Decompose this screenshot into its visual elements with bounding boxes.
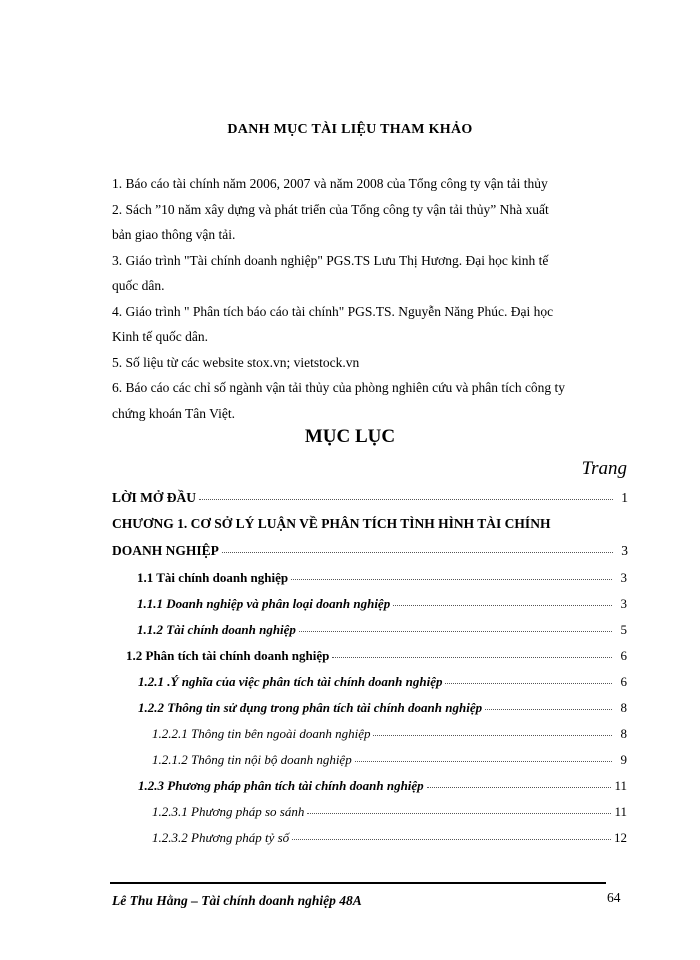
toc-entry[interactable] xyxy=(138,674,627,690)
reference-line: quốc dân. xyxy=(112,278,165,293)
dot-leader xyxy=(307,804,611,814)
toc-entry-label: 1.2.1 .Ý nghĩa của việc phân tích tài chính doanh nghiệp xyxy=(138,674,443,689)
toc-entry-page: 9 xyxy=(620,752,627,767)
toc-entry-label: 1.2.3 Phương pháp phân tích tài chính doanh nghiệp xyxy=(138,778,424,793)
reference-line: 4. Giáo trình " Phân tích báo cáo tài chính" PGS.TS. Nguyễn Năng Phúc. Đại học xyxy=(112,303,554,319)
dot-leader xyxy=(291,570,612,580)
toc-entry-page: 6 xyxy=(620,648,627,663)
toc-entry[interactable] xyxy=(152,804,627,820)
dot-leader xyxy=(355,752,612,762)
toc-chapter-1-heading[interactable] xyxy=(112,516,628,532)
dot-leader xyxy=(485,700,612,710)
toc-entry-page: 11 xyxy=(614,804,627,819)
toc-entry[interactable] xyxy=(137,622,627,638)
reference-line: 5. Số liệu từ các website stox.vn; vietstock.vn xyxy=(112,354,360,370)
reference-line: 6. Báo cáo các chỉ số ngành vận tải thủy của phòng nghiên cứu và phân tích công ty xyxy=(112,380,566,395)
toc-entry[interactable] xyxy=(137,596,627,612)
toc-entry-label: 1.1.1 Doanh nghiệp và phân loại doanh nghiệp xyxy=(137,596,391,611)
dot-leader xyxy=(292,830,611,840)
references-title: DANH MỤC TÀI LIỆU THAM KHẢO xyxy=(227,122,473,137)
toc-entry[interactable] xyxy=(152,752,627,768)
dot-leader xyxy=(222,543,613,553)
reference-line: Kinh tế quốc dân. xyxy=(112,329,208,344)
dot-leader xyxy=(393,596,612,606)
toc-entry[interactable] xyxy=(152,726,627,742)
toc-entry-label: 1.2.3.2 Phương pháp tỷ số xyxy=(152,830,290,845)
toc-entry-page: 5 xyxy=(620,622,627,637)
dot-leader xyxy=(427,778,612,788)
toc-entry-chapter-1[interactable] xyxy=(112,543,628,559)
toc-entry[interactable] xyxy=(152,830,627,846)
footer-divider xyxy=(110,882,606,884)
toc-title: MỤC LỤC xyxy=(304,426,396,447)
dot-leader xyxy=(373,726,612,736)
toc-entry[interactable] xyxy=(138,778,627,794)
dot-leader xyxy=(332,648,612,658)
toc-entry-page: 1 xyxy=(621,490,628,505)
toc-entry-label: 1.2.1.2 Thông tin nội bộ doanh nghiệp xyxy=(152,752,352,767)
toc-entry-label: 1.1 Tài chính doanh nghiệp xyxy=(137,570,289,585)
footer-author: Lê Thu Hằng – Tài chính doanh nghiệp 48A xyxy=(112,893,362,908)
toc-entry-page: 3 xyxy=(620,596,627,611)
toc-entry-page: 11 xyxy=(614,778,627,793)
dot-leader xyxy=(445,674,612,684)
reference-line: chứng khoán Tân Việt. xyxy=(112,405,235,421)
toc-entry-page: 3 xyxy=(620,570,627,585)
dot-leader xyxy=(299,622,612,632)
toc-page-header: Trang xyxy=(581,458,627,479)
toc-entry-label: 1.2.3.1 Phương pháp so sánh xyxy=(152,804,305,819)
toc-entry[interactable] xyxy=(126,648,627,664)
toc-entry-label: 1.2.2.1 Thông tin bên ngoài doanh nghiệp xyxy=(152,726,371,741)
toc-chapter-line: CHƯƠNG 1. CƠ SỞ LÝ LUẬN VỀ PHÂN TÍCH TÌNH HÌNH TÀI CHÍNH xyxy=(112,516,551,531)
toc-entry-intro[interactable] xyxy=(112,490,628,506)
reference-line: bản giao thông vận tải. xyxy=(112,227,236,242)
toc-entry-label: DOANH NGHIỆP xyxy=(112,543,219,558)
dot-leader xyxy=(199,490,613,500)
footer-page-number: 64 xyxy=(607,890,621,905)
toc-entry-page: 6 xyxy=(620,674,627,689)
toc-entry-page: 3 xyxy=(621,543,628,558)
toc-entry[interactable] xyxy=(138,700,627,716)
references-list xyxy=(112,171,628,426)
toc-entry-page: 8 xyxy=(620,726,627,741)
reference-line: 2. Sách ”10 năm xây dựng và phát triển của Tổng công ty vận tải thủy” Nhà xuất xyxy=(112,201,549,217)
toc-entry-label: 1.2 Phân tích tài chính doanh nghiệp xyxy=(126,648,330,663)
reference-line: 3. Giáo trình "Tài chính doanh nghiệp" PGS.TS Lưu Thị Hương. Đại học kinh tế xyxy=(112,252,549,268)
toc-entry-page: 12 xyxy=(614,830,627,845)
toc-entry-page: 8 xyxy=(620,700,627,715)
toc-entry[interactable] xyxy=(137,570,627,586)
toc-entry-label: LỜI MỞ ĐẦU xyxy=(112,490,196,505)
reference-line: 1. Báo cáo tài chính năm 2006, 2007 và năm 2008 của Tổng công ty vận tải thủy xyxy=(112,176,548,191)
toc-entry-label: 1.1.2 Tài chính doanh nghiệp xyxy=(137,622,296,637)
toc-entry-label: 1.2.2 Thông tin sử dụng trong phân tích tài chính doanh nghiệp xyxy=(138,700,483,715)
